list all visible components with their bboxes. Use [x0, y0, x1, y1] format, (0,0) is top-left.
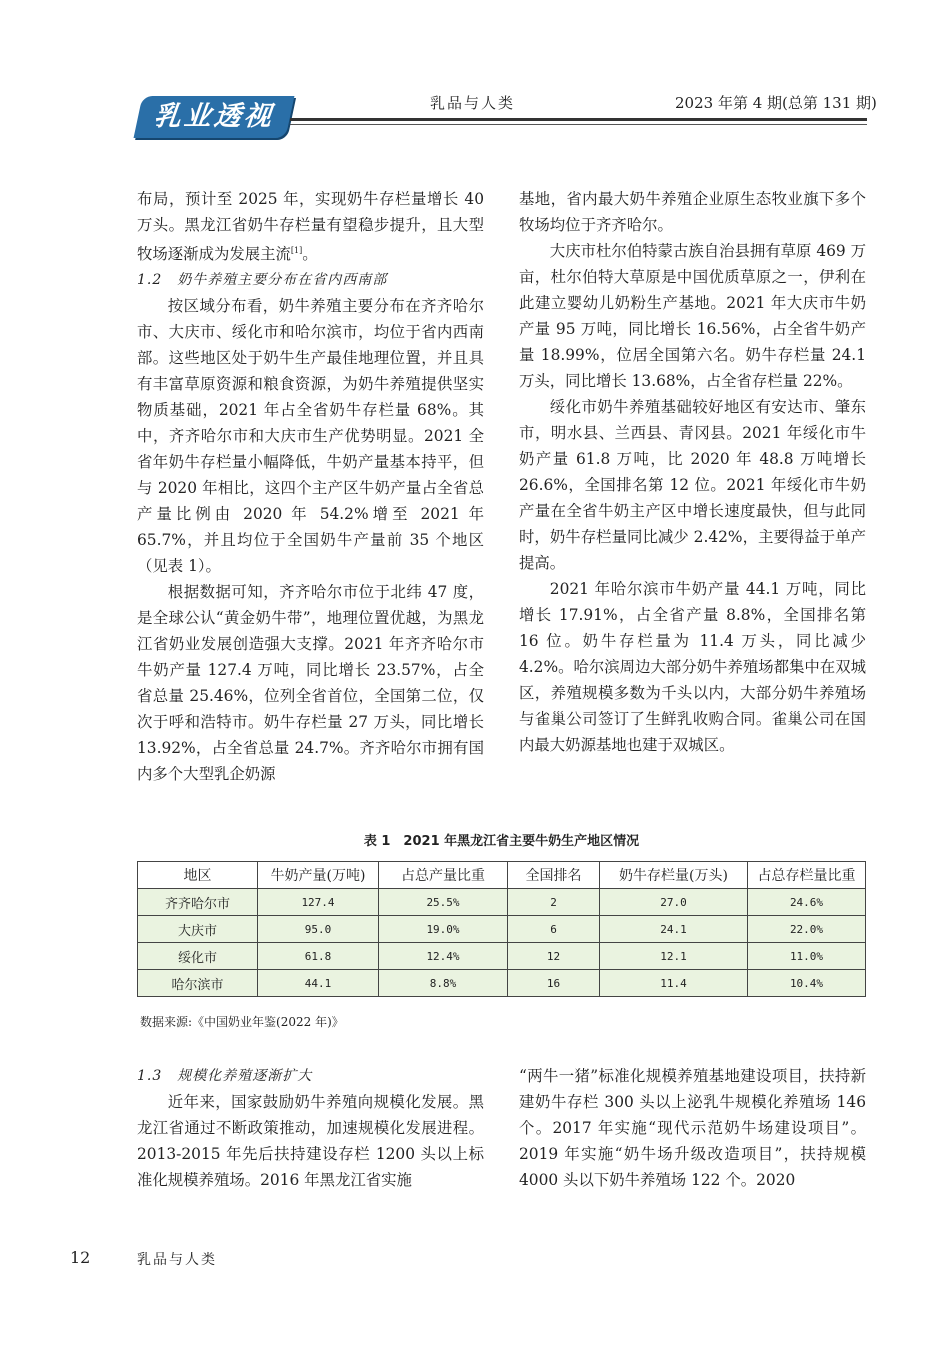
- table-cell: 6: [508, 916, 600, 943]
- section-heading-1-3: 1.3 规模化养殖逐渐扩大: [137, 1068, 313, 1084]
- text-column-right-top: [519, 186, 866, 758]
- table-cell: 12: [508, 943, 600, 970]
- table-row: [138, 943, 866, 970]
- table-source-note: 数据来源:《中国奶业年鉴(2022 年)》: [140, 1015, 344, 1029]
- column-header: 奶牛存栏量(万头): [600, 862, 748, 889]
- table-cell: 22.0%: [748, 916, 866, 943]
- column-header: 占总存栏量比重: [748, 862, 866, 889]
- table-cell: 10.4%: [748, 970, 866, 997]
- table-cell: 27.0: [600, 889, 748, 916]
- table-cell: 绥化市: [138, 943, 258, 970]
- page-header: [0, 0, 950, 140]
- table-cell: 61.8: [258, 943, 379, 970]
- table-cell: 哈尔滨市: [138, 970, 258, 997]
- paragraph: 基地，省内最大奶牛养殖企业原生态牧业旗下多个牧场均位于齐齐哈尔。: [519, 190, 866, 234]
- table-cell: 16: [508, 970, 600, 997]
- table-row: [138, 916, 866, 943]
- table-cell: 12.4%: [379, 943, 508, 970]
- table-cell: 24.1: [600, 916, 748, 943]
- section-logo-text: 乳业透视: [152, 101, 276, 132]
- paragraph: 根据数据可知，齐齐哈尔市位于北纬 47 度，是全球公认“黄金奶牛带”，地理位置优越，为黑龙江省奶业发展创造强大支撑。2021 年齐齐哈尔市牛奶产量 127.4 万吨，同比增长 23.57%，占全省总量 25.46%，位列全省首位，全国第二位，仅次于呼和浩特市。奶牛存栏量 27 万头，同比增长 13.92%，占全省总量 24.7%。齐齐哈尔市拥有国内多个大型乳企奶源: [137, 583, 484, 784]
- table-row: [138, 889, 866, 916]
- table-cell: 齐齐哈尔市: [138, 889, 258, 916]
- paragraph: 按区域分布看，奶牛养殖主要分布在齐齐哈尔市、大庆市、绥化市和哈尔滨市，均位于省内西南部。这些地区处于奶牛生产最佳地理位置，并且具有丰富草原资源和粮食资源，为奶牛养殖提供坚实物质基础，2021 年占全省奶牛存栏量 68%。其中，齐齐哈尔市和大庆市生产优势明显。2021 全省年奶牛存栏量小幅降低，牛奶产量基本持平，但与 2020 年相比，这四个主产区牛奶产量占全省总产量比例由 2020 年 54.2%增至 2021 年 65.7%，并且均位于全国奶牛产量前 35 个地区（见表 1）。: [137, 297, 484, 576]
- table-cell: 25.5%: [379, 889, 508, 916]
- table-cell: 8.8%: [379, 970, 508, 997]
- table-title: 表 1 2021 年黑龙江省主要牛奶生产地区情况: [363, 834, 640, 849]
- text-column-left-bottom: [137, 1063, 484, 1193]
- column-header: 地区: [138, 862, 258, 889]
- text-column-left-top: [137, 186, 484, 787]
- data-table: [137, 861, 866, 997]
- table-cell: 44.1: [258, 970, 379, 997]
- issue-info: 2023 年第 4 期(总第 131 期): [675, 94, 877, 112]
- paragraph: 绥化市奶牛养殖基础较好地区有安达市、肇东市，明水县、兰西县、青冈县。2021 年绥化市牛奶产量 61.8 万吨，比 2020 年 48.8 万吨增长 26.6%，全国排名第 12 位。2021 年绥化市牛奶产量在全省牛奶主产区中增长速度最快，但与此同时，奶牛存栏量同比减少 2.42%，主要得益于单产提高。: [519, 398, 866, 572]
- column-header: 牛奶产量(万吨): [258, 862, 379, 889]
- table-cell: 12.1: [600, 943, 748, 970]
- section-heading-1-2: 1.2 奶牛养殖主要分布在省内西南部: [137, 272, 388, 289]
- table-cell: 95.0: [258, 916, 379, 943]
- column-header: 占总产量比重: [379, 862, 508, 889]
- citation-ref: [1]: [290, 246, 303, 255]
- table-cell: 127.4: [258, 889, 379, 916]
- paragraph: “两牛一猪”标准化规模养殖基地建设项目，扶持新建奶牛存栏 300 头以上泌乳牛规模化养殖场 146 个。2017 年实施“现代示范奶牛场建设项目”。2019 年实施“奶牛场升级改造项目”，扶持规模 4000 头以下奶牛养殖场 122 个。2020: [519, 1067, 866, 1189]
- table-cell: 11.0%: [748, 943, 866, 970]
- paragraph: 大庆市杜尔伯特蒙古族自治县拥有草原 469 万亩，杜尔伯特大草原是中国优质草原之一，伊利在此建立婴幼儿奶粉生产基地。2021 年大庆市牛奶产量 95 万吨，同比增长 16.56%，占全省牛奶产量 18.99%，位居全国第六名。奶牛存栏量 24.1 万头，同比增长 13.68%，占全省存栏量 22%。: [519, 242, 866, 390]
- table-cell: 11.4: [600, 970, 748, 997]
- section-logo: [134, 96, 295, 138]
- header-rule: [290, 118, 867, 121]
- journal-name: 乳品与人类: [430, 94, 516, 112]
- paragraph: 布局，预计至 2025 年，实现奶牛存栏量增长 40 万头。黑龙江省奶牛存栏量有望稳步提升，且大型牧场逐渐成为发展主流[1]。: [137, 190, 484, 264]
- table-cell: 大庆市: [138, 916, 258, 943]
- table-cell: 2: [508, 889, 600, 916]
- column-header: 全国排名: [508, 862, 600, 889]
- text-column-right-bottom: [519, 1063, 866, 1193]
- paragraph: 近年来，国家鼓励奶牛养殖向规模化发展。黑龙江省通过不断政策推动，加速规模化发展进程。2013-2015 年先后扶持建设存栏 1200 头以上标准化规模养殖场。2016 年黑龙江省实施: [137, 1093, 484, 1189]
- table-header-row: [138, 862, 866, 889]
- header-rule-thin: [290, 124, 867, 125]
- page-number: 12: [70, 1248, 91, 1267]
- paragraph: 2021 年哈尔滨市牛奶产量 44.1 万吨，同比增长 17.91%，占全省产量 8.8%，全国排名第 16 位。奶牛存栏量为 11.4 万头，同比减少 4.2%。哈尔滨周边大部分奶牛养殖场都集中在双城区，养殖规模多数为千头以内，大部分奶牛养殖场与雀巢公司签订了生鲜乳收购合同。雀巢公司在国内最大奶源基地也建于双城区。: [519, 580, 866, 754]
- table-cell: 19.0%: [379, 916, 508, 943]
- table-row: [138, 970, 866, 997]
- table-cell: 24.6%: [748, 889, 866, 916]
- footer-journal-name: 乳品与人类: [137, 1252, 217, 1268]
